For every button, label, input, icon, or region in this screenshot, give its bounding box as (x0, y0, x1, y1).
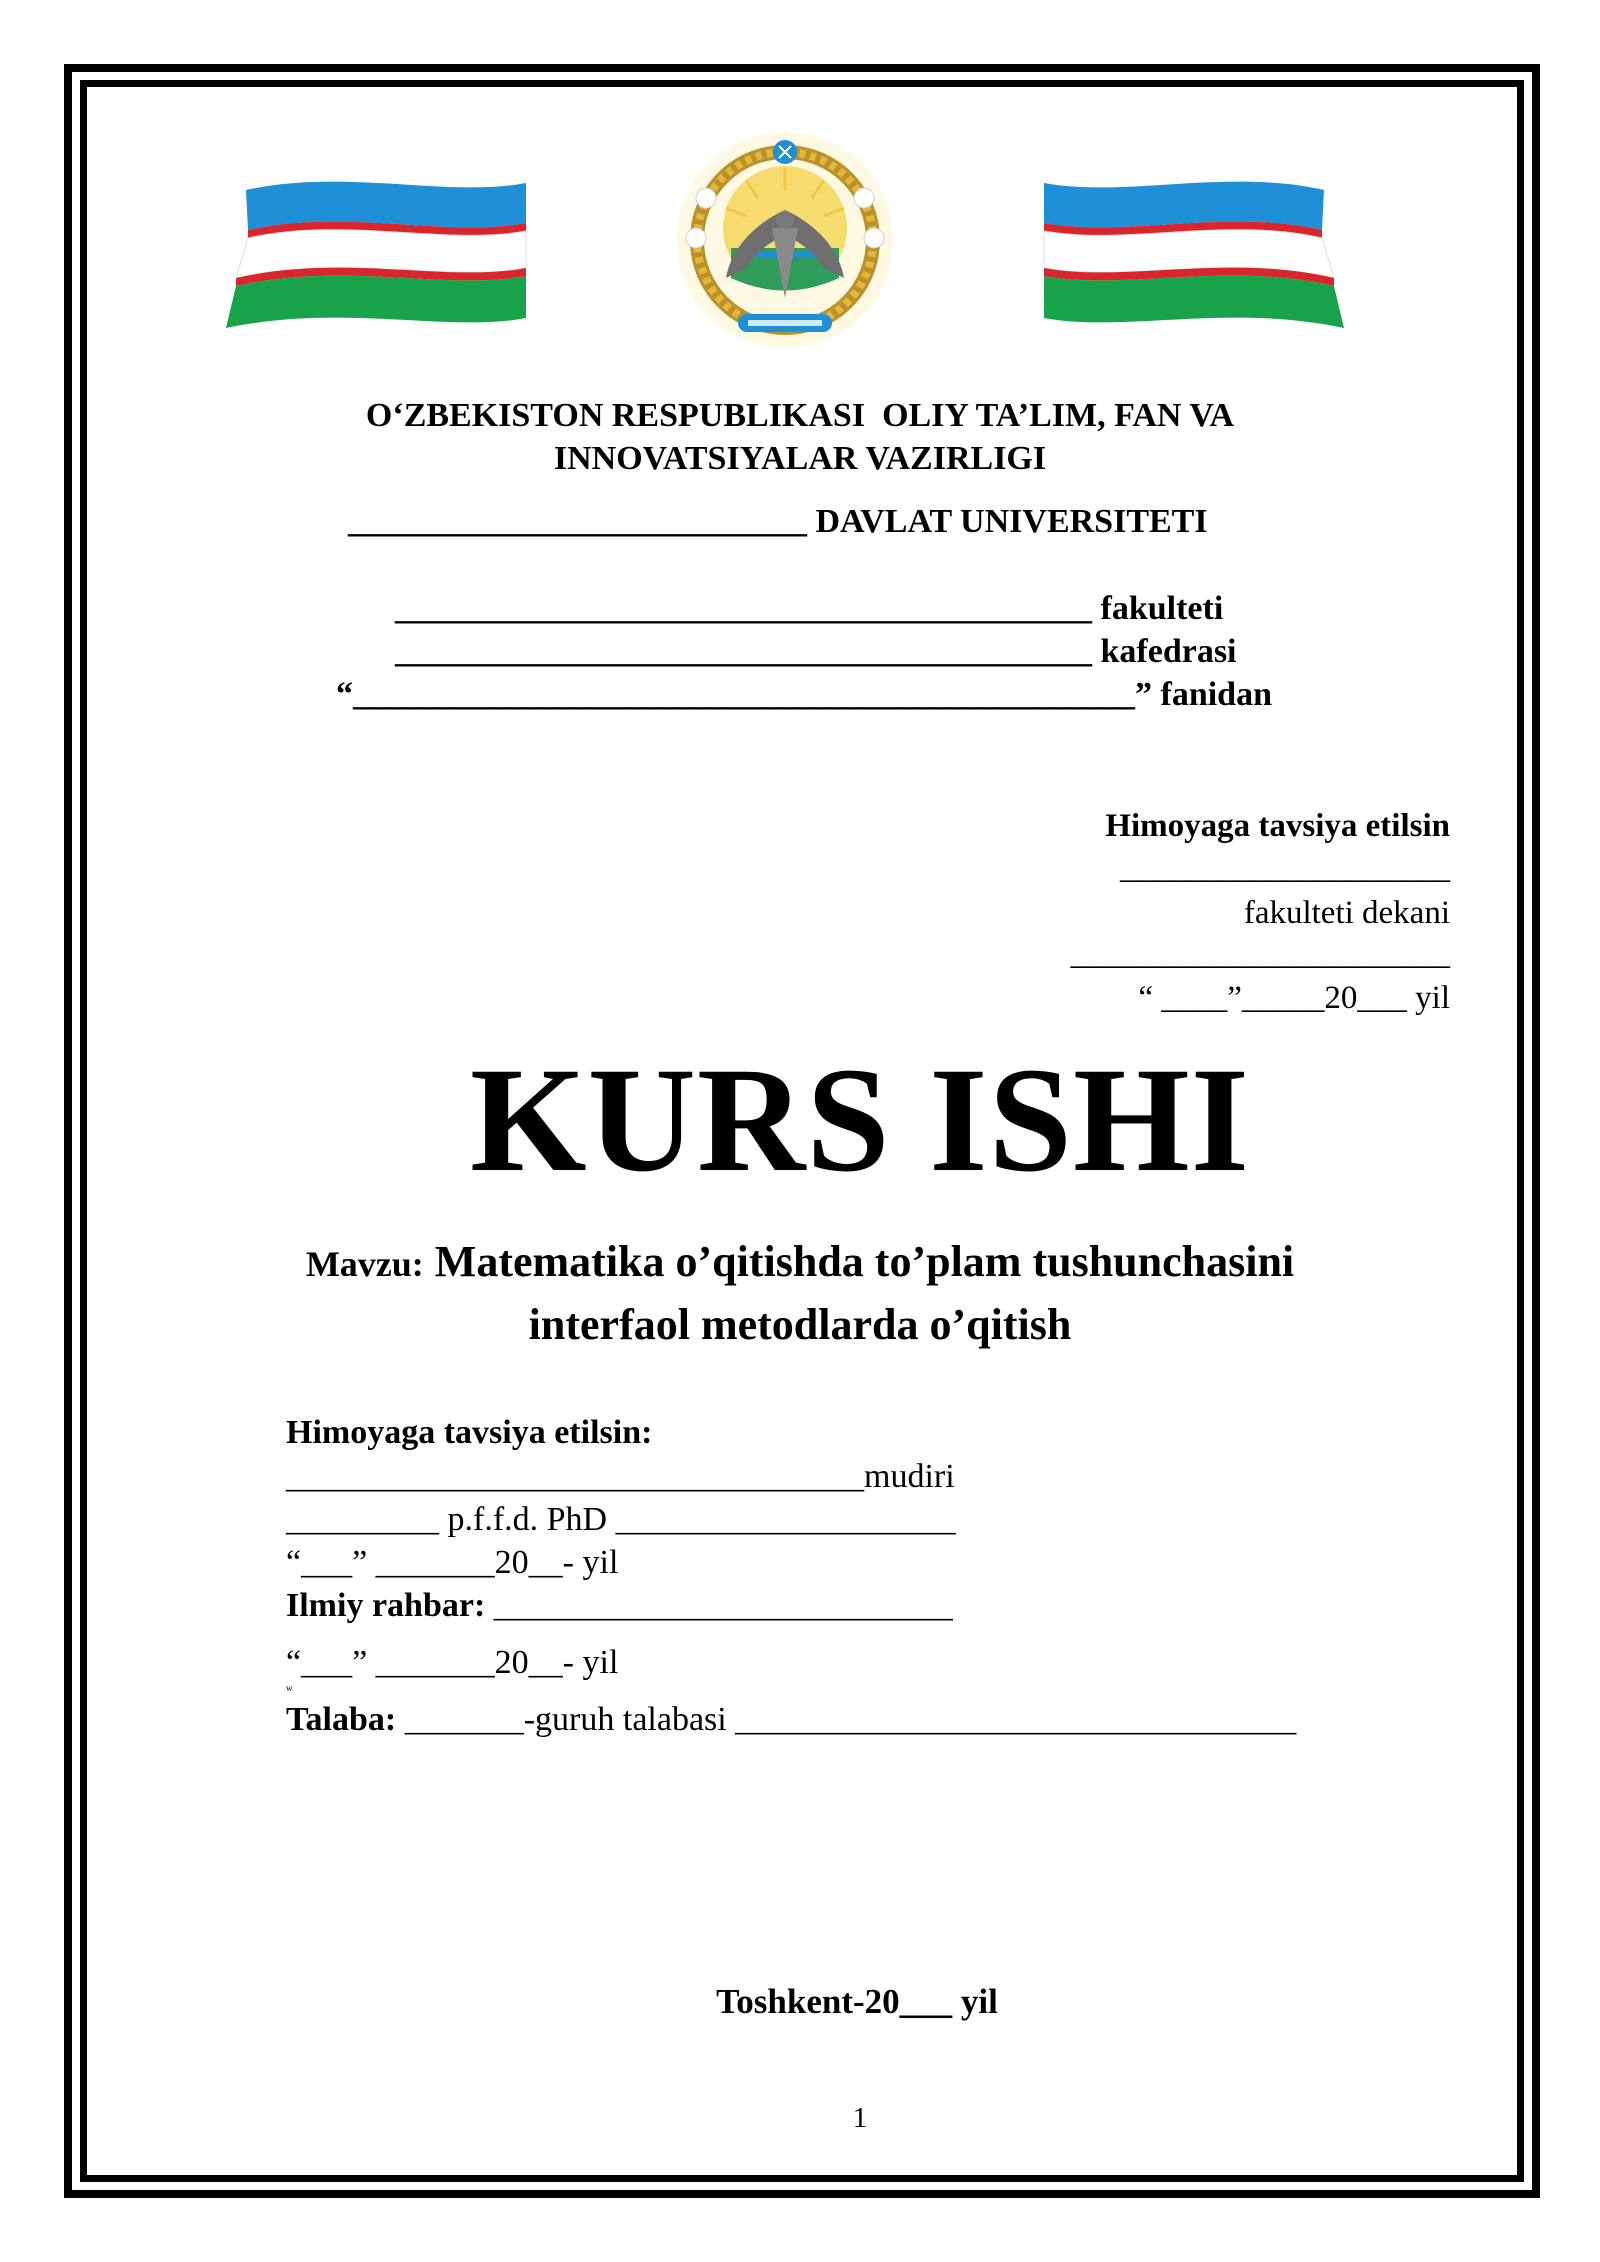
head-of-dept-line: __________________________________mudiri (286, 1458, 955, 1495)
topic-text-1: Matematika o’qitishda to’plam tushunchasini (434, 1237, 1295, 1286)
student-blank: _______-guruh talabasi _________________________________ (396, 1701, 1297, 1738)
supervisor-label: Ilmiy rahbar: (286, 1587, 486, 1624)
approval-blank-2: _______________________ (1070, 936, 1450, 972)
defense-date-2: “___” _______20__- yil (286, 1644, 619, 1681)
uzbekistan-state-emblem-icon (677, 132, 893, 348)
faculty-line: _________________________________________ fakulteti (395, 590, 1224, 627)
document-title: KURS ISHI (469, 1037, 1251, 1203)
small-mark: w (286, 1683, 293, 1693)
emblem-banner (226, 128, 1344, 350)
defense-date-1: “___” _______20__- yil (286, 1544, 619, 1581)
approval-heading: Himoyaga tavsiya etilsin (1105, 808, 1450, 844)
approval-date: “ ____”_____20___ yil (1138, 980, 1450, 1016)
supervisor-line (286, 1589, 953, 1623)
topic-line-1 (0, 1237, 1600, 1286)
dean-label: fakulteti dekani (1243, 895, 1450, 931)
uzbekistan-flag-icon (226, 128, 1344, 350)
defense-heading: Himoyaga tavsiya etilsin: (286, 1414, 653, 1451)
department-line: _________________________________________ kafedrasi (395, 633, 1237, 670)
city-year: Toshkent-20___ yil (716, 1982, 998, 2021)
topic-label: Mavzu: (305, 1244, 424, 1284)
ministry-line-1: O‘ZBEKISTON RESPUBLIKASI OLIY TA’LIM, FAN VA (365, 397, 1235, 434)
subject-line: “______________________________________________” fanidan (336, 676, 1272, 713)
ministry-line-2: INNOVATSIYALAR VAZIRLIGI (553, 440, 1047, 477)
student-label: Talaba: (286, 1701, 397, 1738)
supervisor-blank: ___________________________ (485, 1587, 953, 1624)
flag-left (226, 182, 526, 328)
student-line (286, 1703, 1296, 1737)
phd-line: _________ p.f.f.d. PhD ____________________ (286, 1501, 956, 1538)
topic-line-2: interfaol metodlarda o’qitish (528, 1300, 1072, 1349)
flag-right (1044, 182, 1344, 328)
university-line: ___________________________ DAVLAT UNIVERSITETI (348, 503, 1208, 540)
page-number: 1 (852, 2102, 868, 2134)
approval-blank-1: ____________________ (1120, 850, 1450, 886)
